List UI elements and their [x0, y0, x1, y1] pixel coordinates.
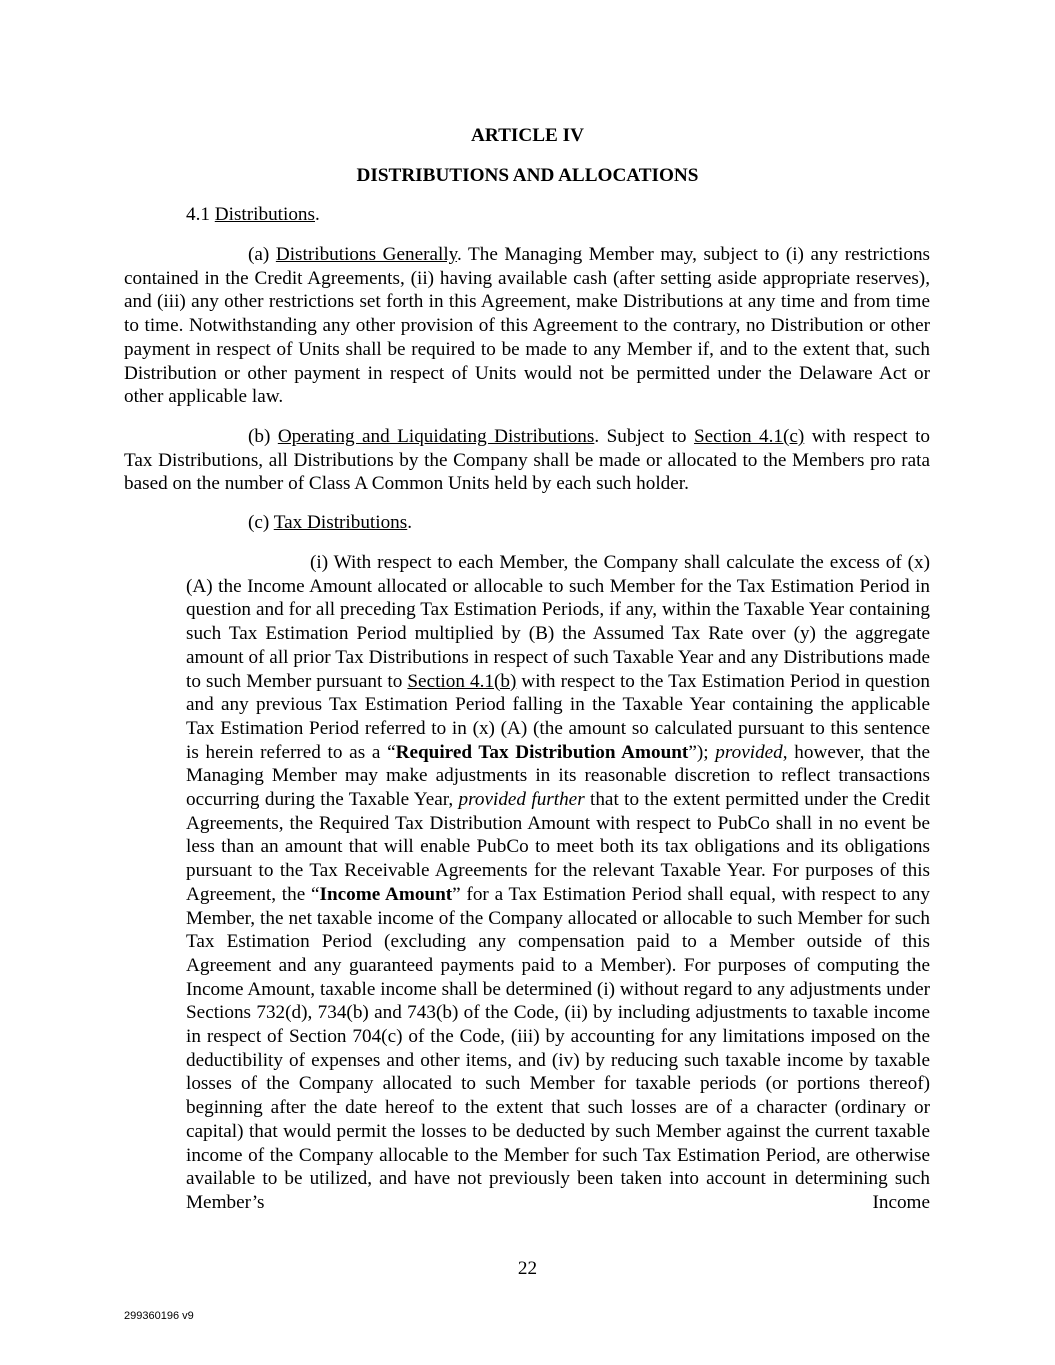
- defined-term-income-amount: Income Amount: [319, 883, 453, 905]
- paragraph-c-period: .: [407, 512, 413, 533]
- paragraph-a-label: (a): [248, 244, 276, 265]
- section-number: 4.1: [186, 204, 215, 225]
- section-4-1-heading: [186, 203, 320, 227]
- section-title: Distributions: [214, 204, 315, 225]
- paragraph-b-label: (b): [248, 426, 278, 447]
- paragraph-b-text-1: . Subject to: [594, 426, 694, 447]
- paragraph-c-label: (c): [248, 512, 274, 533]
- provided-italic: provided: [715, 741, 783, 763]
- article-title: DISTRIBUTIONS AND ALLOCATIONS: [356, 165, 699, 186]
- document-id: 299360196 v9: [124, 1310, 194, 1322]
- defined-term-required-tax-distribution-amount: Required Tax Distribution Amount: [395, 741, 689, 763]
- section-period: .: [315, 204, 320, 225]
- page-number: 22: [517, 1258, 538, 1279]
- article-heading: ARTICLE IV: [471, 125, 584, 146]
- provided-further-italic: provided further: [458, 789, 585, 811]
- paragraph-a-title: Distributions Generally: [275, 244, 458, 265]
- subparagraph-i-text-4: , however, that the Managing Member may make adjustments in its reasonable discretion to reflect transactions occurring during the Taxable Year,: [186, 741, 930, 811]
- paragraph-b-text-2: with respect to Tax Distributions, all Distributions by the Company shall be made or allocated to the Members pro rata based on the number of Class A Common Units held by each such holder.: [124, 426, 930, 495]
- subparagraph-i-text-1: (i) With respect to each Member, the Company shall calculate the excess of (x) (A) the Income Amount allocated or allocable to such Member for the Tax Estimation Period in question and for all preceding Tax Estimation Periods, if any, within the Taxable Year containing such Tax Estimation Period multiplied by (B) the Assumed Tax Rate over (y) the aggregate amount of all prior Tax Distributions in respect of such Taxable Year and any Distributions made to such Member pursuant to: [186, 552, 930, 692]
- paragraph-a-text: . The Managing Member may, subject to (i) any restrictions contained in the Credit Agreements, (ii) having available cash (after setting aside appropriate reserves), and (iii) any other restrictions set forth in this Agreement, make Distributions at any time and from time to time. Notwithstanding any other provision of this Agreement to the contrary, no Distribution or other payment in respect of Units shall be required to be made to any Member if, and to the extent that, such Distribution or other payment in respect of Units would not be permitted under the Delaware Act or other applicable law.: [124, 244, 931, 408]
- subparagraph-i-text-6: ” for a Tax Estimation Period shall equal, with respect to any Member, the net taxable income of the Company allocated or allocable to such Member for such Tax Estimation Period (excluding any compensation paid to a Member outside of this Agreement and any guaranteed payments paid to a Member). For purposes of computing the Income Amount, taxable income shall be determined (i) without regard to any adjustments under Sections 732(d), 734(b) and 743(b) of the Code, (ii) by including adjustments to taxable income in respect of Section 704(c) of the Code, (iii) by accounting for any limitations imposed on the deductibility of expenses and other items, and (iv) by reducing such taxable income by taxable losses of the Company allocated to such Member for taxable periods (or portions thereof) beginning after the date hereof to the extent that such losses are of a character (ordinary or capital) that would permit the losses to be deducted by such Member against the current taxable income of the Company allocable to the Member for such Tax Estimation Period, are otherwise available to be utilized, and have not previously been taken into account in determining such Member’s Income: [186, 883, 930, 1213]
- paragraph-b-title: Operating and Liquidating Distributions: [277, 426, 595, 447]
- subparagraph-i-text-5: that to the extent permitted under the Credit Agreements, the Required Tax Distribution Amount with respect to PubCo shall in no event be less than an amount that will enable PubCo to meet both its tax obligations and its obligations pursuant to the Tax Receivable Agreements for the relevant Taxable Year. For purposes of this Agreement, the “: [186, 789, 931, 905]
- subparagraph-i-text-2: with respect to the Tax Estimation Period in question and any previous Tax Estimation Period falling in the Taxable Year containing the applicable Tax Estimation Period referred to in (x) (A) (the amount so calculated pursuant to this sentence is herein referred to as a “: [186, 670, 930, 763]
- paragraph-b: [124, 425, 930, 496]
- subparagraph-i-text-3: ”);: [688, 741, 716, 763]
- section-4-1-c-reference: Section 4.1(c): [693, 426, 805, 447]
- section-4-1-b-reference: Section 4.1(b): [407, 670, 517, 692]
- paragraph-a: [124, 243, 930, 409]
- paragraph-c-heading: [248, 511, 412, 535]
- subparagraph-i: [186, 551, 930, 1215]
- paragraph-c-title: Tax Distributions: [273, 512, 408, 533]
